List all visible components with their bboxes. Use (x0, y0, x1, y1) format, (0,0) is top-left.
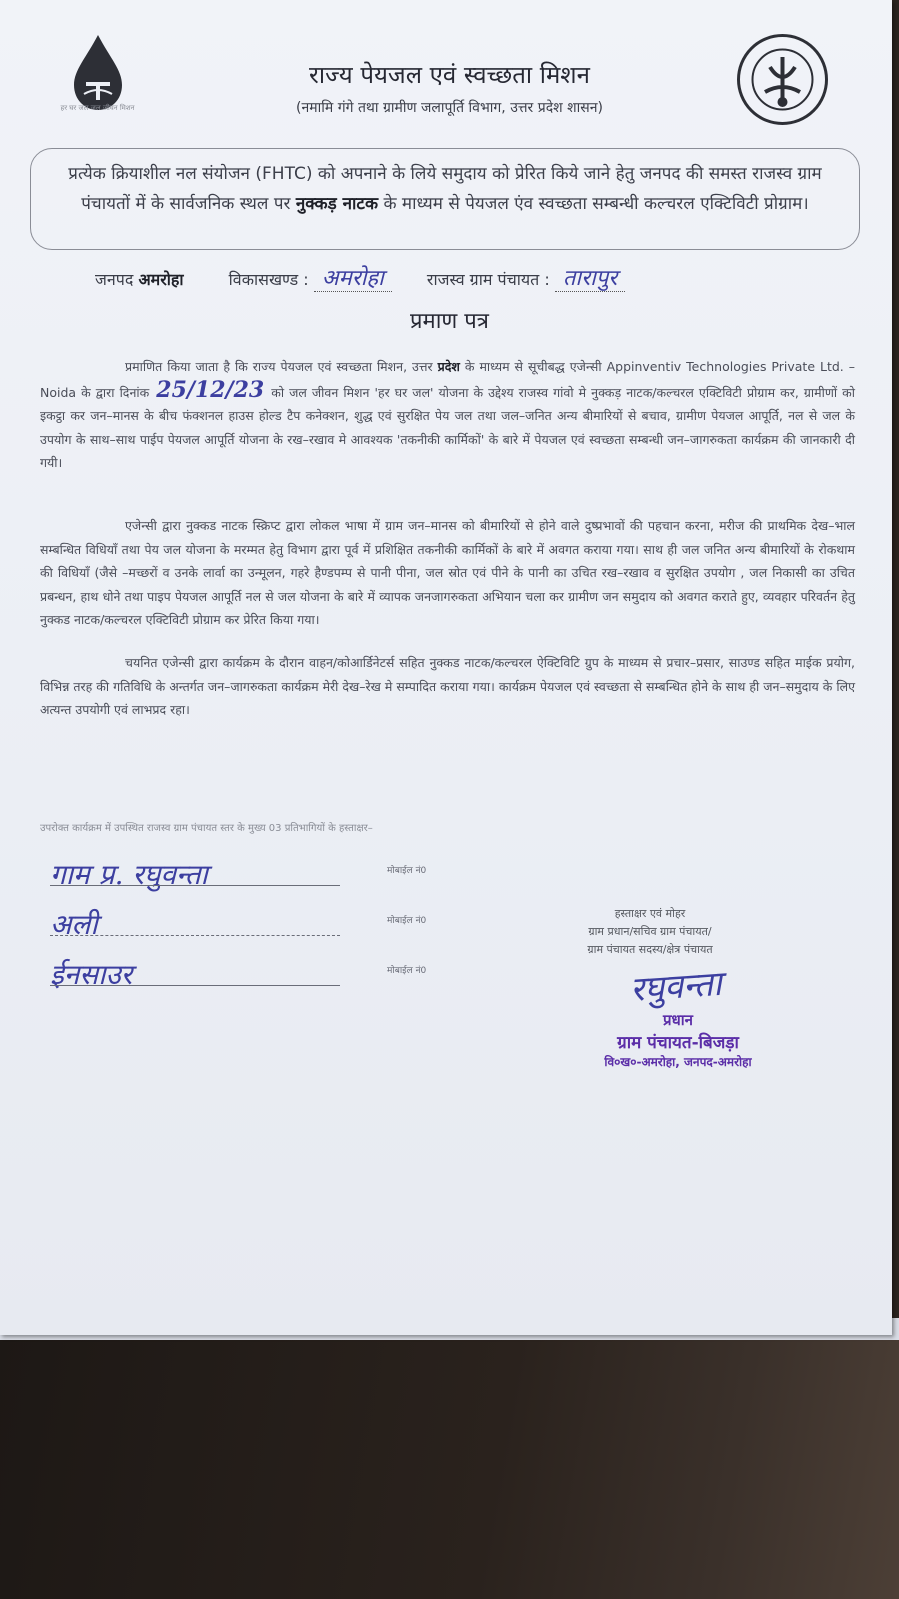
paragraph1-part1: प्रमाणित किया जाता है कि राज्य पेयजल एवं स्वच्छता मिशन, उत्तर (125, 359, 438, 374)
paragraph-certification (40, 355, 855, 475)
paragraph-agency-activity: एजेन्सी द्वारा नुक्कड नाटक स्क्रिप्ट द्वारा लोकल भाषा में ग्राम जन–मानस को बीमारियों से होने वाले दुष्प्रभावों की पहचान करना, मरीज की प्राथमिक देख–भाल सम्बन्धित विधियाँ तथा पेय जल योजना के मरम्मत हेतु विभाग द्वारा पूर्व में प्रशिक्षित तकनीकी कार्मिकों के बारे में अवगत कराया गया। साथ ही जल जनित अन्य बीमारियों के रोकथाम की विधियाँ (जैसे –मच्छरों व उनके लार्वा का उन्मूलन, गहरे हैण्डपम्प से पानी पीना, जल स्रोत एवं पीने के पानी का उचित रख–रखाव व सुरक्षित उपयोग , जल निकासी का उचित प्रबन्धन, हाथ धोने तथा पाइप पेयजल आपूर्ति नल से जल योजना के बारे में व्यापक जनजागरुकता अभियान चला कर ग्रामीण जन समुदाय को अवगत कराते हुए, व्यवहार परिवर्तन हेतु नुक्कड नाटक/कल्चरल एक्टिविटी प्रोग्राम कर प्रेरित किया गया। (40, 518, 855, 627)
district-label: जनपद (95, 270, 134, 289)
banner-bold-text: नुक्कड़ नाटक (295, 194, 379, 214)
pradhan-signature: रघुवन्ता (628, 963, 723, 1011)
participant-signature: गाम प्र. रघुवन्ता (50, 858, 208, 891)
handwritten-date: 25/12/23 (156, 376, 265, 403)
location-details (95, 262, 855, 292)
stamp-title: प्रधान (663, 1011, 693, 1029)
block-label: विकासखण्ड : (228, 270, 309, 289)
district-value: अमरोहा (138, 270, 184, 289)
certificate-title: प्रमाण पत्र (410, 309, 489, 334)
participant-signature: अली (50, 908, 98, 941)
page-subtitle: (नमामि गंगे तथा ग्रामीण जलापूर्ति विभाग, उत्तर प्रदेश शासन) (296, 100, 603, 116)
page-title: राज्य पेयजल एवं स्वच्छता मिशन (309, 61, 590, 89)
participants-caption: उपरोक्त कार्यक्रम में उपस्थित राजस्व ग्राम पंचायत स्तर के मुख्य 03 प्रतिभागियों के हस्ताक्षर– (40, 823, 373, 834)
panchayat-value: तारापुर (555, 266, 625, 292)
participant-row (40, 905, 480, 945)
paragraph1-bold: प्रदेश (437, 359, 460, 374)
mobile-label: मोबाईल नं0 (387, 966, 427, 976)
paragraph1-part2: के माध्यम से सूचीबद्ध एजेन्सी Appinventiv Technologies Private Ltd. – Noida के द्वारा दिनांक (40, 359, 855, 400)
signatory-caption-line: ग्राम प्रधान/सचिव ग्राम पंचायत/ (588, 925, 712, 938)
participant-signature: ईनसाउर (50, 958, 133, 991)
panchayat-label: राजस्व ग्राम पंचायत : (426, 270, 550, 289)
paragraph1-part3: को जल जीवन मिशन 'हर घर जल' योजना के उद्देश्य राजस्व गांवो मे नुक्कड़ नाटक/कल्चरल एक्टिविटी प्रोग्राम कर, ग्रामीणों को इकट्ठा कर जन–मानस के बीच फंक्शनल हाउस होल्ड टैप कनेक्शन, शुद्ध एवं सुरक्षित पेय जल तथा जल–जनित अन्य बीमारियों से बचाव, ग्रामीण पेयजल आपूर्ति, नल से जल के उपयोग के साथ–साथ पाईप पेयजल आपूर्ति योजना के रख–रखाव मे आवश्यक 'तकनीकी कार्मिकों' के बारे में पेयजल एवं स्वच्छता सम्बन्धी जन–जागरुकता कार्यक्रम की जानकारी दी गयी। (40, 384, 855, 470)
block-value: अमरोहा (314, 266, 392, 292)
background-surface (0, 1320, 899, 1599)
signatory-caption-line: ग्राम पंचायत सदस्य/क्षेत्र पंचायत (587, 943, 713, 956)
stamp-address: वि०ख०-अमरोहा, जनपद-अमरोहा (604, 1055, 752, 1069)
mobile-label: मोबाईल नं0 (387, 916, 427, 926)
banner-text-end: के माध्यम से पेयजल एंव स्वच्छता सम्बन्धी कल्चरल एक्टिविटी प्रोग्राम। (378, 194, 809, 214)
official-stamp (578, 1010, 778, 1070)
logo-left-caption: हर घर जल जल जीवन मिशन (60, 104, 135, 112)
mobile-label: मोबाईल नं0 (387, 866, 427, 876)
banner-text-start: प्रत्येक क्रियाशील नल संयोजन (FHTC) को अपनाने के लिये समुदाय को प्रेरित किये जाने हेतु जनपद की समस्त राजस्व ग्राम पंचायतों में के सार्वजनिक स्थल पर (68, 164, 822, 214)
participant-row (40, 955, 480, 995)
signature-line (50, 985, 340, 986)
signatory-caption-line: हस्ताक्षर एवं मोहर (614, 907, 686, 920)
participant-row (40, 855, 480, 895)
stamp-panchayat: ग्राम पंचायत-बिजड़ा (617, 1033, 739, 1053)
signature-line (50, 885, 340, 886)
signatory-caption (540, 905, 760, 959)
signature-line (50, 935, 340, 936)
program-banner (30, 148, 860, 250)
paragraph-program-outcome: चयनित एजेन्सी द्वारा कार्यक्रम के दौरान वाहन/कोआर्डिनेटर्स सहित नुक्कड नाटक/कल्चरल ऐक्टिविटि ग्रुप के माध्यम से प्रचार–प्रसार, साउण्ड सहित माईक प्रयोग, विभिन्न तरह की गतिविधि के अन्तर्गत जन–जागरुकता कार्यक्रम मेरी देख–रेख मे सम्पादित कराया गया। कार्यक्रम पेयजल एवं स्वच्छता से सम्बन्धित होने के साथ ही जन–समुदाय के लिए अत्यन्त उपयोगी एवं लाभप्रद रहा। (40, 655, 855, 717)
